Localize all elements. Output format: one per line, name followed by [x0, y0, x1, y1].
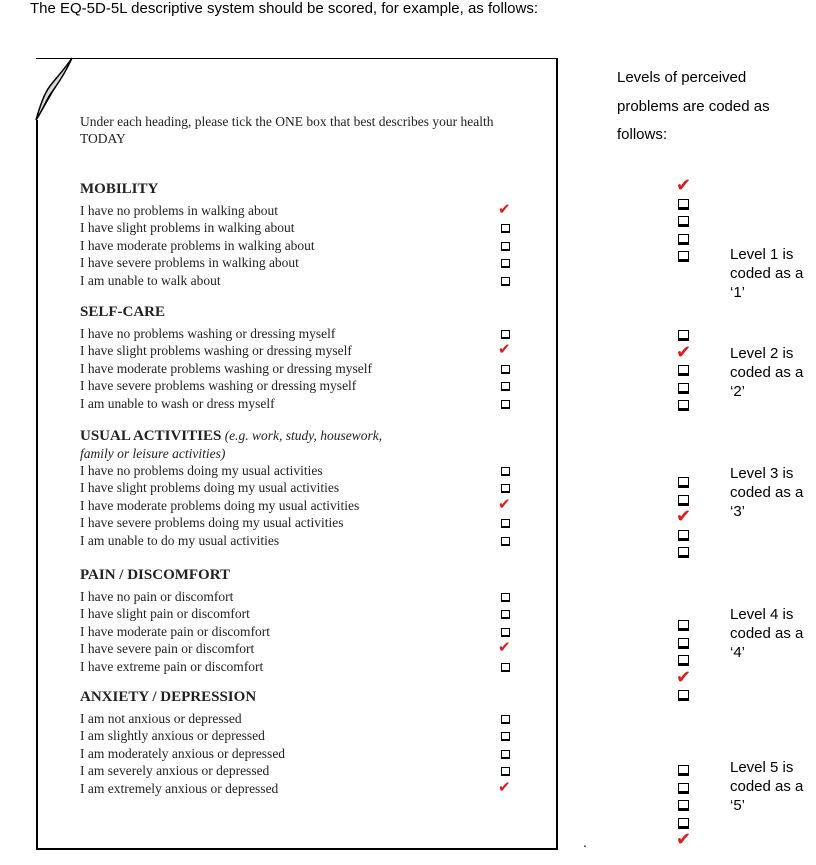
option-text: I am unable to do my usual activities — [80, 532, 280, 548]
section-title-text: SELF-CARE — [80, 304, 166, 320]
checkbox-icon[interactable] — [501, 400, 510, 409]
option-text: I have extreme pain or discomfort — [80, 658, 264, 674]
checkbox-icon[interactable] — [501, 484, 510, 493]
section-title — [80, 567, 230, 584]
checkbox-icon[interactable] — [501, 330, 510, 339]
checkmark-icon: ✔ — [676, 666, 692, 688]
stray-mark: . — [583, 834, 587, 850]
section-title — [80, 689, 256, 706]
checkbox-icon — [678, 638, 689, 649]
checkbox-icon[interactable] — [501, 224, 510, 233]
checkbox-icon — [678, 216, 689, 227]
option-text: I am unable to walk about — [80, 272, 221, 288]
level-label: Level 4 is coded as a ‘4’ — [730, 606, 804, 661]
section-title-text: USUAL ACTIVITIES — [80, 428, 222, 444]
option-text: I have slight pain or discomfort — [80, 606, 250, 622]
checkbox-icon — [678, 765, 689, 776]
section-title-text: MOBILITY — [80, 181, 159, 197]
option-text: I have no pain or discomfort — [80, 589, 234, 604]
option-text: I have moderate problems washing or dressing myself — [80, 360, 373, 376]
section-title — [80, 304, 165, 321]
checkbox-icon[interactable] — [501, 593, 510, 602]
option-text: I am not anxious or depressed — [80, 711, 242, 726]
checkbox-icon[interactable] — [501, 242, 510, 251]
option-text: I have no problems doing my usual activities — [80, 463, 323, 478]
option-text: I have moderate pain or discomfort — [80, 623, 271, 639]
checkbox-icon[interactable] — [501, 750, 510, 759]
section-title-text: ANXIETY / DEPRESSION — [80, 689, 257, 705]
checkbox-icon — [678, 234, 689, 245]
option-text: I have severe problems doing my usual activities — [80, 515, 344, 531]
checkbox-icon[interactable] — [501, 259, 510, 268]
section-subtitle: (e.g. work, study, housework, — [221, 428, 383, 443]
page-caption: The EQ-5D-5L descriptive system should be scored, for example, as follows: — [30, 0, 538, 17]
checkbox-icon[interactable] — [501, 767, 510, 776]
option-text: I have slight problems washing or dressing myself — [80, 343, 352, 359]
checkmark-icon[interactable]: ✔ — [498, 340, 511, 359]
option-text: I have moderate problems in walking about — [80, 237, 315, 253]
checkbox-icon — [678, 330, 689, 341]
page-curl-icon — [34, 56, 74, 126]
checkmark-icon[interactable]: ✔ — [498, 777, 511, 796]
checkbox-icon[interactable] — [501, 277, 510, 286]
option-text: I have severe problems in walking about — [80, 255, 299, 271]
checkmark-icon: ✔ — [676, 829, 692, 851]
checkbox-icon[interactable] — [501, 732, 510, 741]
checkbox-icon[interactable] — [501, 467, 510, 476]
checkbox-icon — [678, 690, 689, 701]
levels-heading: Levels of perceived problems are coded as follows: — [617, 69, 770, 143]
checkbox-icon — [678, 400, 689, 411]
option-text: I am severely anxious or depressed — [80, 763, 270, 779]
checkbox-icon — [678, 655, 689, 666]
sheet-left-edge — [36, 120, 38, 850]
section-subtitle-cont: family or leisure activities) — [80, 446, 226, 461]
checkbox-icon — [678, 495, 689, 506]
checkbox-icon — [678, 383, 689, 394]
checkbox-icon — [678, 365, 689, 376]
checkbox-icon — [678, 547, 689, 558]
checkmark-icon: ✔ — [676, 341, 692, 363]
option-text: I have no problems washing or dressing myself — [80, 326, 336, 341]
checkbox-icon — [678, 818, 689, 829]
level-label: Level 3 is coded as a ‘3’ — [730, 465, 804, 520]
level-label: Level 1 is coded as a ‘1’ — [730, 246, 804, 301]
checkbox-icon[interactable] — [501, 537, 510, 546]
checkbox-icon[interactable] — [501, 628, 510, 637]
option-text: I am moderately anxious or depressed — [80, 745, 286, 761]
checkbox-icon — [678, 251, 689, 262]
section-title — [80, 428, 382, 445]
option-text: I have severe pain or discomfort — [80, 641, 255, 657]
option-text: I am slightly anxious or depressed — [80, 728, 265, 744]
checkbox-icon[interactable] — [501, 519, 510, 528]
checkbox-icon[interactable] — [501, 663, 510, 672]
option-text: I have no problems in walking about — [80, 203, 278, 218]
option-text: I have slight problems in walking about — [80, 220, 295, 236]
checkbox-icon — [678, 783, 689, 794]
checkmark-icon: ✔ — [676, 175, 692, 196]
level-label: Level 5 is coded as a ‘5’ — [730, 759, 804, 814]
checkbox-icon[interactable] — [501, 382, 510, 391]
checkbox-icon — [678, 199, 689, 210]
option-text: I have slight problems doing my usual activities — [80, 480, 340, 496]
option-text: I am unable to wash or dress myself — [80, 395, 275, 411]
section-title — [80, 181, 158, 198]
checkbox-icon — [678, 530, 689, 541]
form-instructions: Under each heading, please tick the ONE box that best describes your health TODAY — [80, 114, 494, 146]
checkmark-icon[interactable]: ✔ — [498, 200, 511, 218]
checkmark-icon[interactable]: ✔ — [498, 494, 511, 513]
option-text: I have moderate problems doing my usual activities — [80, 497, 360, 513]
checkbox-icon[interactable] — [501, 610, 510, 619]
checkbox-icon — [678, 477, 689, 488]
level-label: Level 2 is coded as a ‘2’ — [730, 345, 804, 400]
checkbox-icon — [678, 620, 689, 631]
checkbox-icon[interactable] — [501, 715, 510, 724]
checkmark-icon[interactable]: ✔ — [498, 638, 511, 657]
option-text: I am extremely anxious or depressed — [80, 780, 279, 796]
checkbox-icon — [678, 800, 689, 811]
option-text: I have severe problems washing or dressing myself — [80, 378, 357, 394]
checkmark-icon: ✔ — [676, 506, 692, 528]
section-title-text: PAIN / DISCOMFORT — [80, 567, 231, 583]
checkbox-icon[interactable] — [501, 365, 510, 374]
